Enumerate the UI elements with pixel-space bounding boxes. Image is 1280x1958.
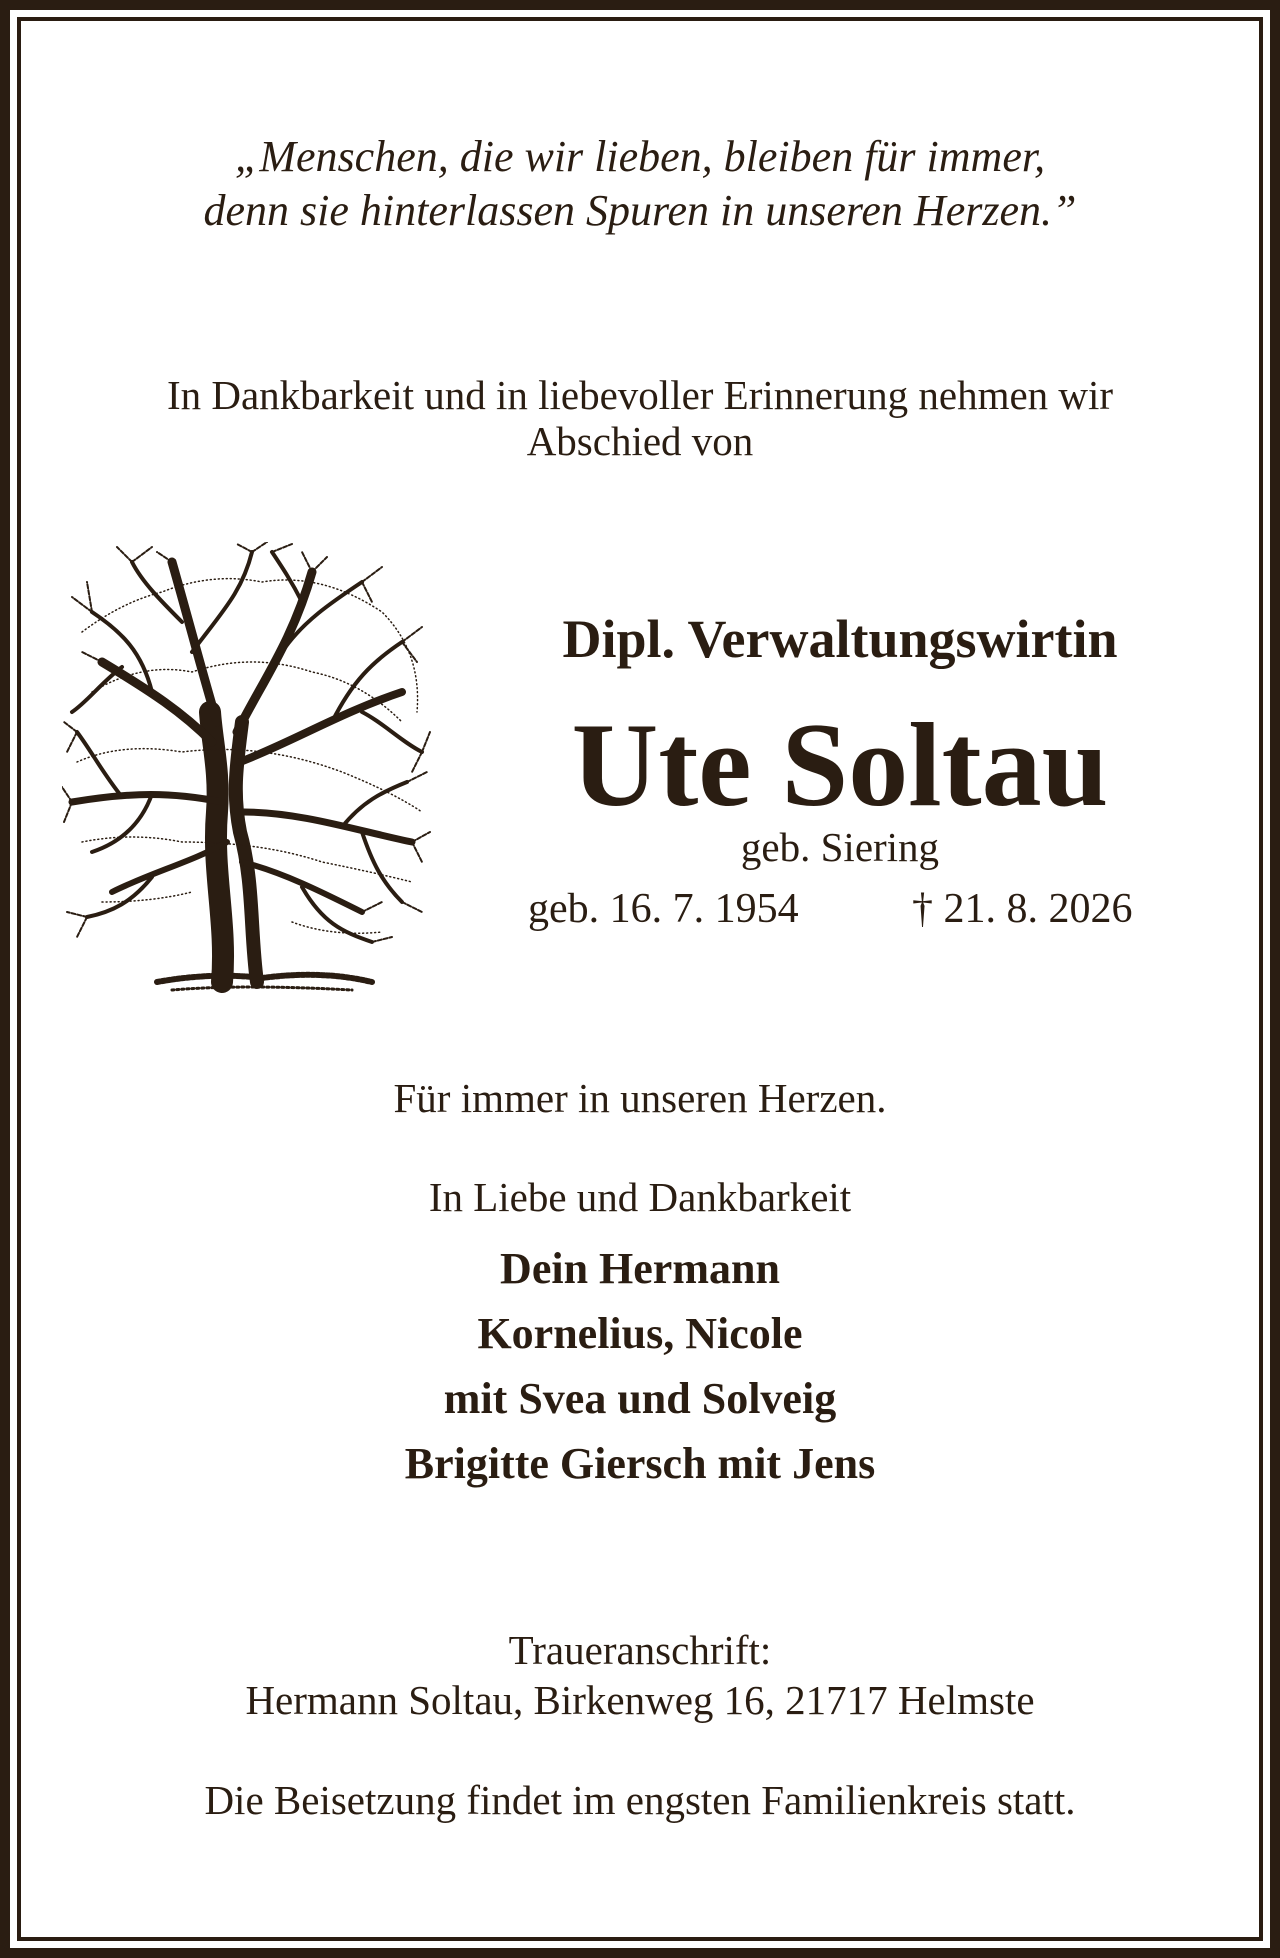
signers-list [0,1236,1280,1496]
tree-icon [62,542,432,1002]
love-line: In Liebe und Dankbarkeit [428,1174,852,1220]
signer: Brigitte Giersch mit Jens [404,1439,876,1488]
deceased-title: Dipl. Verwaltungswirtin [562,609,1118,669]
quote-line-1: „Menschen, die wir lieben, bleiben für immer, [234,132,1046,181]
birth-date: geb. 16. 7. 1954 [528,886,799,932]
address-line: Hermann Soltau, Birkenweg 16, 21717 Helmste [245,1677,1035,1723]
quote [0,130,1280,238]
intro-line-2: Abschied von [526,418,754,464]
signer: mit Svea und Solveig [443,1374,837,1423]
signer: Dein Hermann [500,1244,780,1293]
address-label: Traueranschrift: [508,1627,772,1673]
deceased-name: Ute Soltau [571,698,1109,831]
burial-note: Die Beisetzung findet im engsten Familienkreis statt. [204,1777,1076,1823]
intro-line-1: In Dankbarkeit und in liebevoller Erinnerung nehmen wir [166,372,1114,418]
death-date: † 21. 8. 2026 [912,886,1133,932]
intro-text [0,372,1280,464]
quote-line-2: denn sie hinterlassen Spuren in unseren Herzen.” [203,186,1077,235]
signer: Kornelius, Nicole [477,1309,803,1358]
forever-line: Für immer in unseren Herzen. [393,1075,887,1121]
maiden-name: geb. Siering [740,824,940,870]
